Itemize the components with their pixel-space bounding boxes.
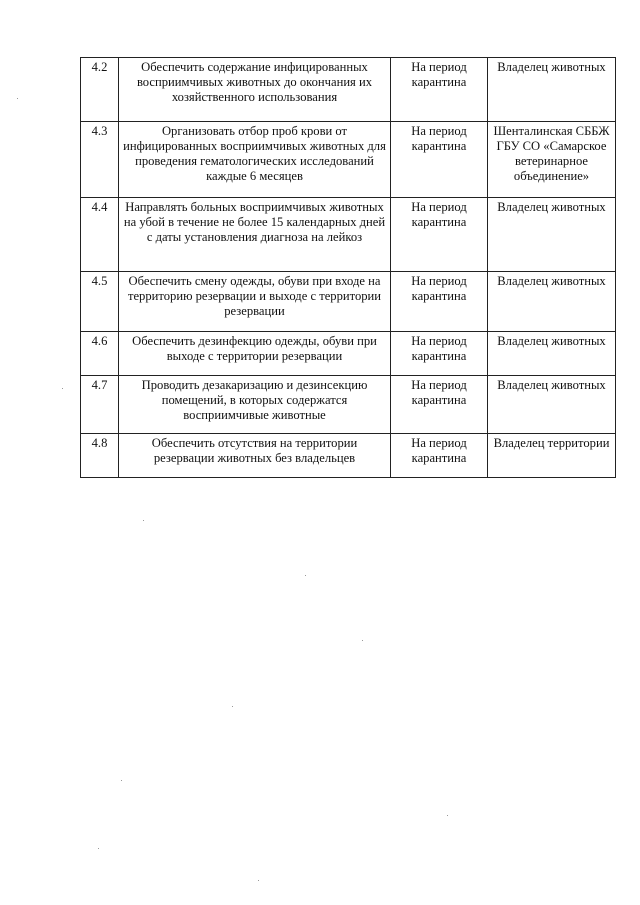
scan-speck bbox=[98, 848, 99, 849]
action-cell: Проводить дезакаризацию и дезинсекцию помещений, в которых содержатся восприимчивые животные bbox=[119, 376, 391, 434]
action-cell: Обеспечить содержание инфицированных восприимчивых животных до окончания их хозяйственного использования bbox=[119, 58, 391, 122]
row-number: 4.3 bbox=[81, 122, 119, 198]
period-cell: На период карантина bbox=[391, 58, 488, 122]
responsible-cell: Владелец животных bbox=[488, 376, 616, 434]
table-row bbox=[81, 434, 616, 478]
responsible-cell: Владелец животных bbox=[488, 272, 616, 332]
measures-table bbox=[80, 57, 616, 478]
row-number: 4.4 bbox=[81, 198, 119, 272]
scan-speck bbox=[258, 880, 259, 881]
row-number: 4.7 bbox=[81, 376, 119, 434]
responsible-cell: Шенталинская СББЖ ГБУ СО «Самарское ветеринарное объединение» bbox=[488, 122, 616, 198]
action-cell: Обеспечить отсутствия на территории резервации животных без владельцев bbox=[119, 434, 391, 478]
row-number: 4.2 bbox=[81, 58, 119, 122]
period-cell: На период карантина bbox=[391, 434, 488, 478]
scan-speck bbox=[447, 815, 448, 816]
period-cell: На период карантина bbox=[391, 332, 488, 376]
table-row bbox=[81, 332, 616, 376]
action-cell: Организовать отбор проб крови от инфицированных восприимчивых животных для проведения гематологических исследований каждые 6 месяцев bbox=[119, 122, 391, 198]
scan-speck bbox=[17, 98, 18, 99]
period-cell: На период карантина bbox=[391, 198, 488, 272]
table-row bbox=[81, 58, 616, 122]
action-cell: Обеспечить смену одежды, обуви при входе на территорию резервации и выходе с территории резервации bbox=[119, 272, 391, 332]
scan-speck bbox=[362, 640, 363, 641]
table-row bbox=[81, 272, 616, 332]
action-cell: Направлять больных восприимчивых животных на убой в течение не более 15 календарных дней с даты установления диагноза на лейкоз bbox=[119, 198, 391, 272]
scan-speck bbox=[62, 388, 63, 389]
responsible-cell: Владелец животных bbox=[488, 332, 616, 376]
scan-speck bbox=[232, 706, 233, 707]
row-number: 4.6 bbox=[81, 332, 119, 376]
row-number: 4.8 bbox=[81, 434, 119, 478]
scan-speck bbox=[121, 780, 122, 781]
period-cell: На период карантина bbox=[391, 376, 488, 434]
row-number: 4.5 bbox=[81, 272, 119, 332]
table-row bbox=[81, 122, 616, 198]
responsible-cell: Владелец животных bbox=[488, 198, 616, 272]
period-cell: На период карантина bbox=[391, 122, 488, 198]
action-cell: Обеспечить дезинфекцию одежды, обуви при выходе с территории резервации bbox=[119, 332, 391, 376]
period-cell: На период карантина bbox=[391, 272, 488, 332]
responsible-cell: Владелец территории bbox=[488, 434, 616, 478]
scan-speck bbox=[305, 575, 306, 576]
scan-speck bbox=[143, 520, 144, 521]
responsible-cell: Владелец животных bbox=[488, 58, 616, 122]
table-row bbox=[81, 376, 616, 434]
table-row bbox=[81, 198, 616, 272]
